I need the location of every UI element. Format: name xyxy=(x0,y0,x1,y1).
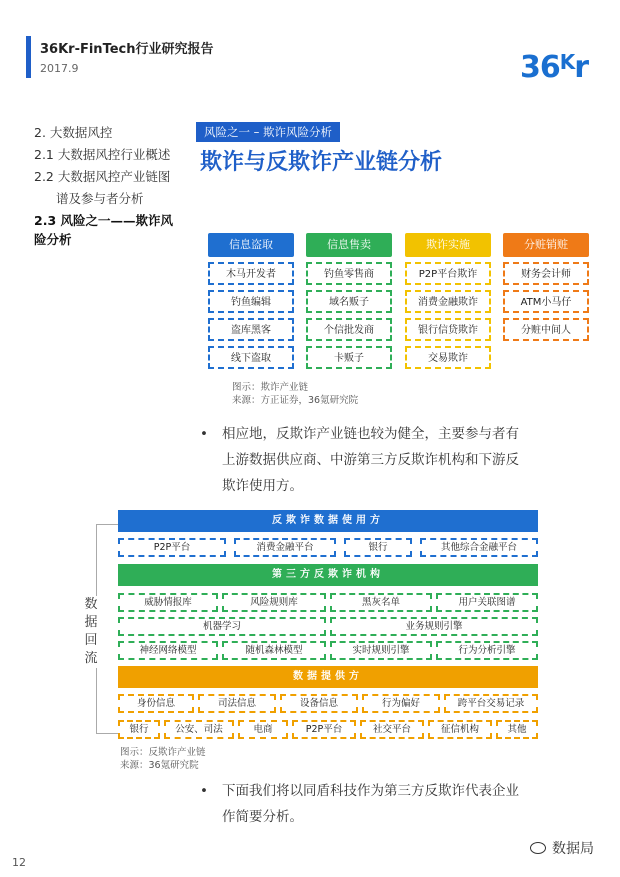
chain-item: 消费金融欺诈 xyxy=(405,290,491,313)
org-box: 业务规则引擎 xyxy=(330,617,538,636)
provider-box: 设备信息 xyxy=(280,694,358,713)
chain-item: ATM小马仔 xyxy=(503,290,589,313)
nav-item-2-3-cont: 险分析 xyxy=(34,232,72,247)
provider-box: 社交平台 xyxy=(360,720,424,739)
chain-item: 木马开发者 xyxy=(208,262,294,285)
chain-item: 个信批发商 xyxy=(306,318,392,341)
anti-chain-caption xyxy=(120,746,206,772)
text-line: 作简要分析。 xyxy=(222,809,303,825)
chain-item: 盗库黑客 xyxy=(208,318,294,341)
provider-box: 跨平台交易记录 xyxy=(444,694,538,713)
chain-column-sell xyxy=(306,233,392,369)
org-box: 机器学习 xyxy=(118,617,326,636)
provider-box: 身份信息 xyxy=(118,694,194,713)
org-box: 黑灰名单 xyxy=(330,593,432,612)
band-data-users: 反欺诈数据使用方 xyxy=(118,510,538,532)
band-third-party: 第三方反欺诈机构 xyxy=(118,564,538,586)
chain-head: 信息盗取 xyxy=(208,233,294,257)
chain-item: 钓鱼编辑 xyxy=(208,290,294,313)
watermark-text: 数据局 xyxy=(552,841,594,857)
chain-item: 分赃中间人 xyxy=(503,318,589,341)
chain-column-steal xyxy=(208,233,294,369)
bullet-paragraph-2 xyxy=(200,778,560,830)
user-box: P2P平台 xyxy=(118,538,226,557)
chain-head: 信息售卖 xyxy=(306,233,392,257)
org-box: 用户关联图谱 xyxy=(436,593,538,612)
org-box: 行为分析引擎 xyxy=(436,641,538,660)
chain-item: P2P平台欺诈 xyxy=(405,262,491,285)
report-title: 36Kr-FinTech行业研究报告 xyxy=(40,42,214,57)
user-box: 银行 xyxy=(344,538,412,557)
org-box: 风险规则库 xyxy=(222,593,326,612)
chain-caption xyxy=(232,381,358,407)
provider-box: 电商 xyxy=(238,720,288,739)
report-date: 2017.9 xyxy=(40,62,79,75)
chain-item: 域名贩子 xyxy=(306,290,392,313)
section-nav xyxy=(34,122,194,248)
org-box: 威胁情报库 xyxy=(118,593,218,612)
section-tag: 风险之一 – 欺诈风险分析 xyxy=(196,122,340,142)
org-box: 随机森林模型 xyxy=(222,641,326,660)
nav-item-2-1: 2.1 大数据风控行业概述 xyxy=(34,147,171,162)
caption-line: 图示：反欺诈产业链 xyxy=(120,747,206,758)
flow-char: 流 xyxy=(84,651,98,666)
chain-column-fraud xyxy=(405,233,491,369)
text-line: 欺诈使用方。 xyxy=(222,478,303,494)
caption-line: 图示：欺诈产业链 xyxy=(232,382,309,393)
bullet-dot: • xyxy=(200,426,208,442)
band-data-providers: 数据提供方 xyxy=(118,666,538,688)
chain-item: 银行信贷欺诈 xyxy=(405,318,491,341)
org-box: 神经网络模型 xyxy=(118,641,218,660)
nav-item-2-2: 2.2 大数据风控产业链图 xyxy=(34,169,171,184)
text-line: 下面我们将以同盾科技作为第三方反欺诈代表企业 xyxy=(222,783,519,799)
provider-box: 其他 xyxy=(496,720,538,739)
provider-box: 司法信息 xyxy=(198,694,276,713)
caption-line: 来源：方正证券，36氪研究院 xyxy=(232,395,359,406)
bullet-dot: • xyxy=(200,783,208,799)
nav-item-2: 2. 大数据风控 xyxy=(34,125,113,140)
text-line: 相应地，反欺诈产业链也较为健全，主要参与者有 xyxy=(222,426,519,442)
section-title: 欺诈与反欺诈产业链分析 xyxy=(200,150,443,175)
text-line: 上游数据供应商、中游第三方反欺诈机构和下游反 xyxy=(222,452,519,468)
data-flow-label xyxy=(82,596,100,668)
user-box: 其他综合金融平台 xyxy=(420,538,538,557)
provider-box: 行为偏好 xyxy=(362,694,440,713)
provider-box: 公安、司法 xyxy=(164,720,234,739)
nav-item-2-3: 2.3 风险之一——欺诈风 xyxy=(34,213,173,228)
chain-column-spoils xyxy=(503,233,589,341)
flow-char: 回 xyxy=(84,633,98,648)
provider-box: 征信机构 xyxy=(428,720,492,739)
chain-head: 分赃销赃 xyxy=(503,233,589,257)
flow-char: 数 xyxy=(84,597,98,612)
flow-char: 据 xyxy=(84,615,98,630)
chain-head: 欺诈实施 xyxy=(405,233,491,257)
user-box: 消费金融平台 xyxy=(234,538,336,557)
watermark xyxy=(530,838,594,858)
header-accent-bar xyxy=(26,36,31,78)
chain-item: 钓鱼零售商 xyxy=(306,262,392,285)
org-box: 实时规则引擎 xyxy=(330,641,432,660)
page-number: 12 xyxy=(12,856,26,869)
provider-box: 银行 xyxy=(118,720,160,739)
caption-line: 来源：36氪研究院 xyxy=(120,760,199,771)
provider-box: P2P平台 xyxy=(292,720,356,739)
chain-item: 交易欺诈 xyxy=(405,346,491,369)
bullet-paragraph-1 xyxy=(200,421,560,499)
logo-36kr: $36^Kr$ xyxy=(520,50,589,85)
wechat-icon xyxy=(530,842,546,854)
chain-item: 卡贩子 xyxy=(306,346,392,369)
chain-item: 线下盗取 xyxy=(208,346,294,369)
nav-item-2-2-cont: 谱及参与者分析 xyxy=(56,191,144,206)
chain-item: 财务会计师 xyxy=(503,262,589,285)
